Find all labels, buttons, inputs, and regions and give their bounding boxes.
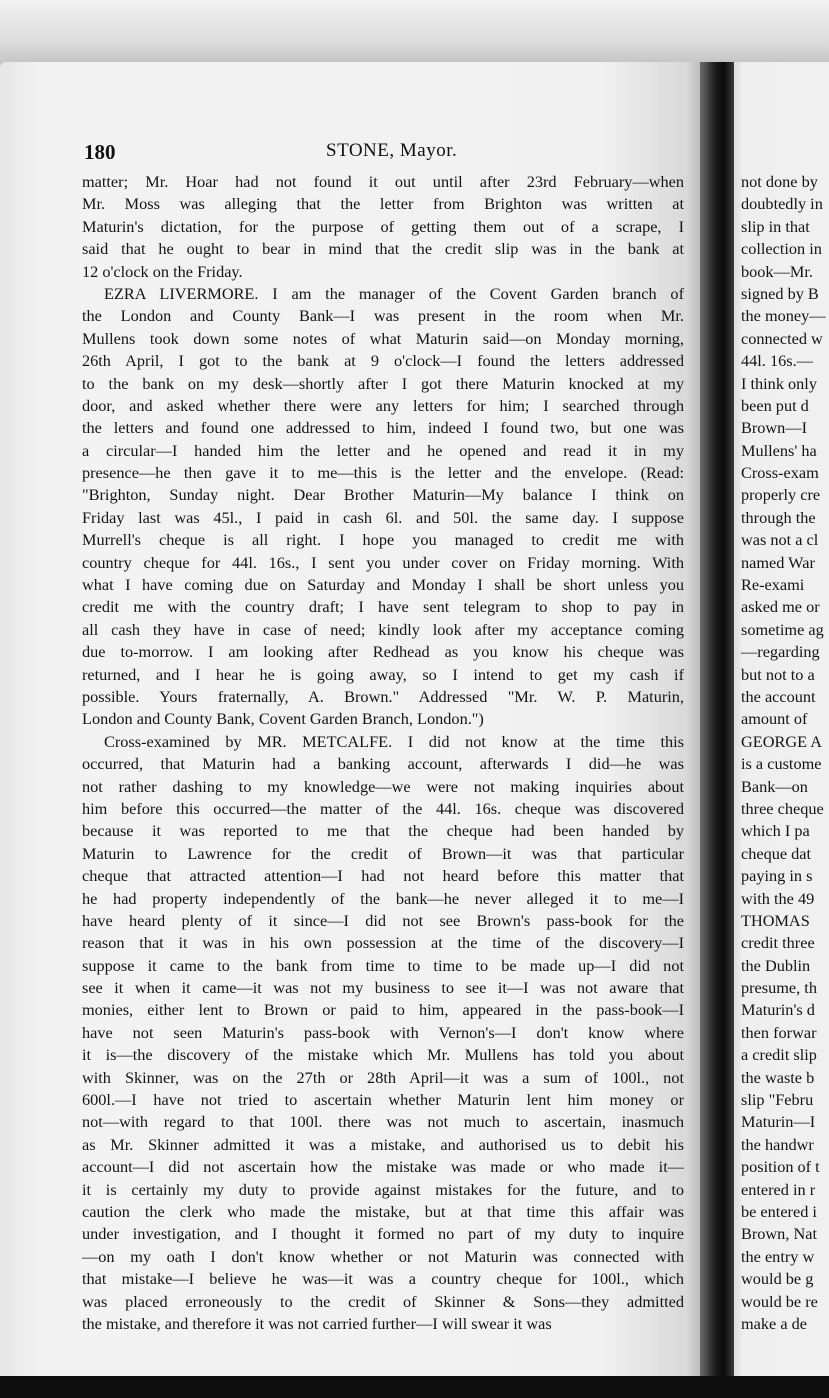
- page-number: 180: [84, 140, 116, 164]
- text-line: said that he ought to bear in mind that the credit slip was in the bank at: [82, 239, 684, 259]
- text-line: not done by: [741, 172, 818, 191]
- text-line: see it when it came—it was not my business to see it—I was not aware that: [82, 978, 684, 998]
- text-line: what I have coming due on Saturday and Monday I shall be short unless you: [82, 575, 684, 595]
- text-line: EZRA LIVERMORE. I am the manager of the Covent Garden branch of: [104, 283, 684, 303]
- text-line: book—Mr.: [741, 261, 813, 281]
- text-line: caution the clerk who made the mistake, but at that time this affair was: [82, 1201, 684, 1221]
- text-line: properly cre: [741, 485, 821, 505]
- right-page-body-text: [741, 171, 829, 1335]
- text-line: Mr. Moss was alleging that the letter from Brighton was written at: [82, 194, 684, 214]
- text-line: London and County Bank, Covent Garden Branch, London."): [82, 709, 484, 729]
- text-line: Brown, Nat: [741, 1224, 817, 1244]
- text-line: it is—the discovery of the mistake which Mr. Mullens has told you about: [82, 1045, 684, 1065]
- text-line: amount of: [741, 709, 808, 729]
- text-line: is a custome: [741, 754, 822, 774]
- text-line: named War: [741, 552, 815, 572]
- text-line: 600l.—I have not tried to ascertain whether Maturin lent him money or: [82, 1090, 684, 1110]
- text-line: the waste b: [741, 1067, 815, 1087]
- text-line: with Skinner, was on the 27th or 28th April—it was a sum of 100l., not: [82, 1067, 684, 1087]
- text-line: connected w: [741, 328, 823, 348]
- text-line: Maturin—I: [741, 1112, 816, 1132]
- text-line: the account: [741, 686, 816, 706]
- text-line: Bank—on: [741, 776, 808, 796]
- text-line: under investigation, and I thought it formed no part of my duty to inquire: [82, 1224, 684, 1244]
- text-line: monies, either lent to Brown or paid to him, appeared in the pass-book—I: [82, 1000, 684, 1020]
- text-line: then forwar: [741, 1022, 817, 1042]
- text-line: signed by B: [741, 283, 819, 303]
- text-line: —regarding: [741, 642, 820, 662]
- text-line: matter; Mr. Hoar had not found it out until after 23rd February—when: [82, 172, 684, 191]
- text-line: presume, th: [741, 978, 817, 998]
- text-line: due to-morrow. I am looking after Redhead as you know his cheque was: [82, 642, 684, 662]
- text-line: because it was reported to me that the cheque had been handed by: [82, 821, 684, 841]
- text-line: that mistake—I believe he was—it was a country cheque for 100l., which: [82, 1269, 684, 1289]
- text-line: THOMAS: [741, 910, 810, 930]
- text-line: a circular—I handed him the letter and he opened and read it in my: [82, 440, 684, 460]
- text-line: the entry w: [741, 1246, 815, 1266]
- text-line: him before this occurred—the matter of the 44l. 16s. cheque was discovered: [82, 798, 684, 818]
- text-line: door, and asked whether there were any letters for him; I searched through: [82, 395, 684, 415]
- text-line: collection in: [741, 239, 822, 259]
- text-line: which I pa: [741, 821, 810, 841]
- left-page-body-text: [82, 171, 684, 1335]
- text-line: position of t: [741, 1157, 820, 1177]
- text-line: Mullens' ha: [741, 440, 817, 460]
- text-line: the London and County Bank—I was present in the room when Mr.: [82, 306, 684, 326]
- text-line: doubtedly in: [741, 194, 823, 214]
- running-head: STONE, Mayor.: [326, 140, 458, 161]
- text-line: a credit slip: [741, 1045, 817, 1065]
- text-line: as Mr. Skinner admitted it was a mistake, and authorised us to debit his: [82, 1134, 684, 1154]
- text-line: occurred, that Maturin had a banking account, afterwards I did—he was: [82, 754, 684, 774]
- text-line: but not to a: [741, 664, 815, 684]
- text-line: he had property independently of the bank—he never alleged it to me—I: [82, 888, 684, 908]
- text-line: account—I did not ascertain how the mistake was made or who made it—: [82, 1157, 684, 1177]
- text-line: reason that it was in his own possession at the time of the discovery—I: [82, 933, 684, 953]
- text-line: have heard plenty of it since—I did not see Brown's pass-book for the: [82, 910, 684, 930]
- page-bottom-edge: [0, 1376, 829, 1398]
- text-line: —on my oath I don't know whether or not Maturin was connected with: [82, 1246, 684, 1266]
- text-line: all cash they have in case of need; kindly look after my acceptance coming: [82, 619, 684, 639]
- text-line: sometime ag: [741, 619, 824, 639]
- text-line: was placed erroneously to the credit of Skinner & Sons—they admitted: [82, 1291, 684, 1311]
- text-line: the mistake, and therefore it was not carried further—I will swear it was: [82, 1313, 552, 1333]
- text-line: have not seen Maturin's pass-book with Vernon's—I don't know where: [82, 1022, 684, 1042]
- text-line: it is certainly my duty to provide against mistakes for the future, and to: [82, 1179, 684, 1199]
- text-line: Maturin's d: [741, 1000, 815, 1020]
- text-line: Cross-exam: [741, 463, 819, 483]
- text-line: I think only: [741, 373, 817, 393]
- text-line: 44l. 16s.—: [741, 351, 813, 371]
- text-line: slip in that: [741, 216, 810, 236]
- text-line: Murrell's cheque is all right. I hope you managed to credit me with: [82, 530, 684, 550]
- text-line: credit three: [741, 933, 815, 953]
- text-line: make a de: [741, 1313, 807, 1333]
- text-line: entered in r: [741, 1179, 816, 1199]
- text-line: be entered i: [741, 1201, 817, 1221]
- text-line: with the 49: [741, 888, 815, 908]
- text-line: returned, and I hear he is going away, so I intend to get my cash if: [82, 664, 684, 684]
- text-line: 26th April, I got to the bank at 9 o'clock—I found the letters addressed: [82, 351, 684, 371]
- text-line: Mullens took down some notes of what Maturin said—on Monday morning,: [82, 328, 684, 348]
- text-line: was not a cl: [741, 530, 819, 550]
- text-line: through the: [741, 507, 816, 527]
- book-gutter: [700, 62, 734, 1387]
- text-line: Re-exami: [741, 575, 805, 595]
- text-line: country cheque for 44l. 16s., I sent you under cover on Friday morning. With: [82, 552, 684, 572]
- text-line: Maturin's dictation, for the purpose of getting them out of a scrape, I: [82, 216, 684, 236]
- page-top-edge: [0, 0, 829, 70]
- text-line: would be g: [741, 1269, 814, 1289]
- text-line: suppose it came to the bank from time to time to be made up—I did not: [82, 955, 684, 975]
- text-line: "Brighton, Sunday night. Dear Brother Maturin—My balance I think on: [82, 485, 684, 505]
- text-line: not—with regard to that 100l. there was not much to ascertain, inasmuch: [82, 1112, 684, 1132]
- text-line: Brown—I: [741, 418, 808, 438]
- text-line: paying in s: [741, 866, 813, 886]
- text-line: asked me or: [741, 597, 820, 617]
- text-line: cheque dat: [741, 843, 812, 863]
- text-line: been put d: [741, 395, 809, 415]
- text-line: slip "Febru: [741, 1090, 814, 1110]
- text-line: presence—he then gave it to me—this is the letter and the envelope. (Read:: [82, 463, 684, 483]
- text-line: Cross-examined by MR. METCALFE. I did not know at the time this: [104, 731, 684, 751]
- text-line: the Dublin: [741, 955, 811, 975]
- text-line: credit me with the country draft; I have sent telegram to shop to pay in: [82, 597, 684, 617]
- text-line: the handwr: [741, 1134, 814, 1154]
- text-line: three cheque: [741, 798, 824, 818]
- text-line: not rather dashing to my knowledge—we were not making inquiries about: [82, 776, 684, 796]
- text-line: cheque that attracted attention—I had not heard before this matter that: [82, 866, 684, 886]
- text-line: the money—: [741, 306, 826, 326]
- text-line: GEORGE A: [741, 731, 822, 751]
- text-line: Maturin to Lawrence for the credit of Brown—it was that particular: [82, 843, 684, 863]
- text-line: 12 o'clock on the Friday.: [82, 261, 243, 281]
- text-line: would be re: [741, 1291, 818, 1311]
- text-line: possible. Yours fraternally, A. Brown." Addressed "Mr. W. P. Maturin,: [82, 686, 684, 706]
- text-line: the letters and found one addressed to him, indeed I found two, but one was: [82, 418, 684, 438]
- text-line: to the bank on my desk—shortly after I got there Maturin knocked at my: [82, 373, 684, 393]
- text-line: Friday last was 45l., I paid in cash 6l. and 50l. the same day. I suppose: [82, 507, 684, 527]
